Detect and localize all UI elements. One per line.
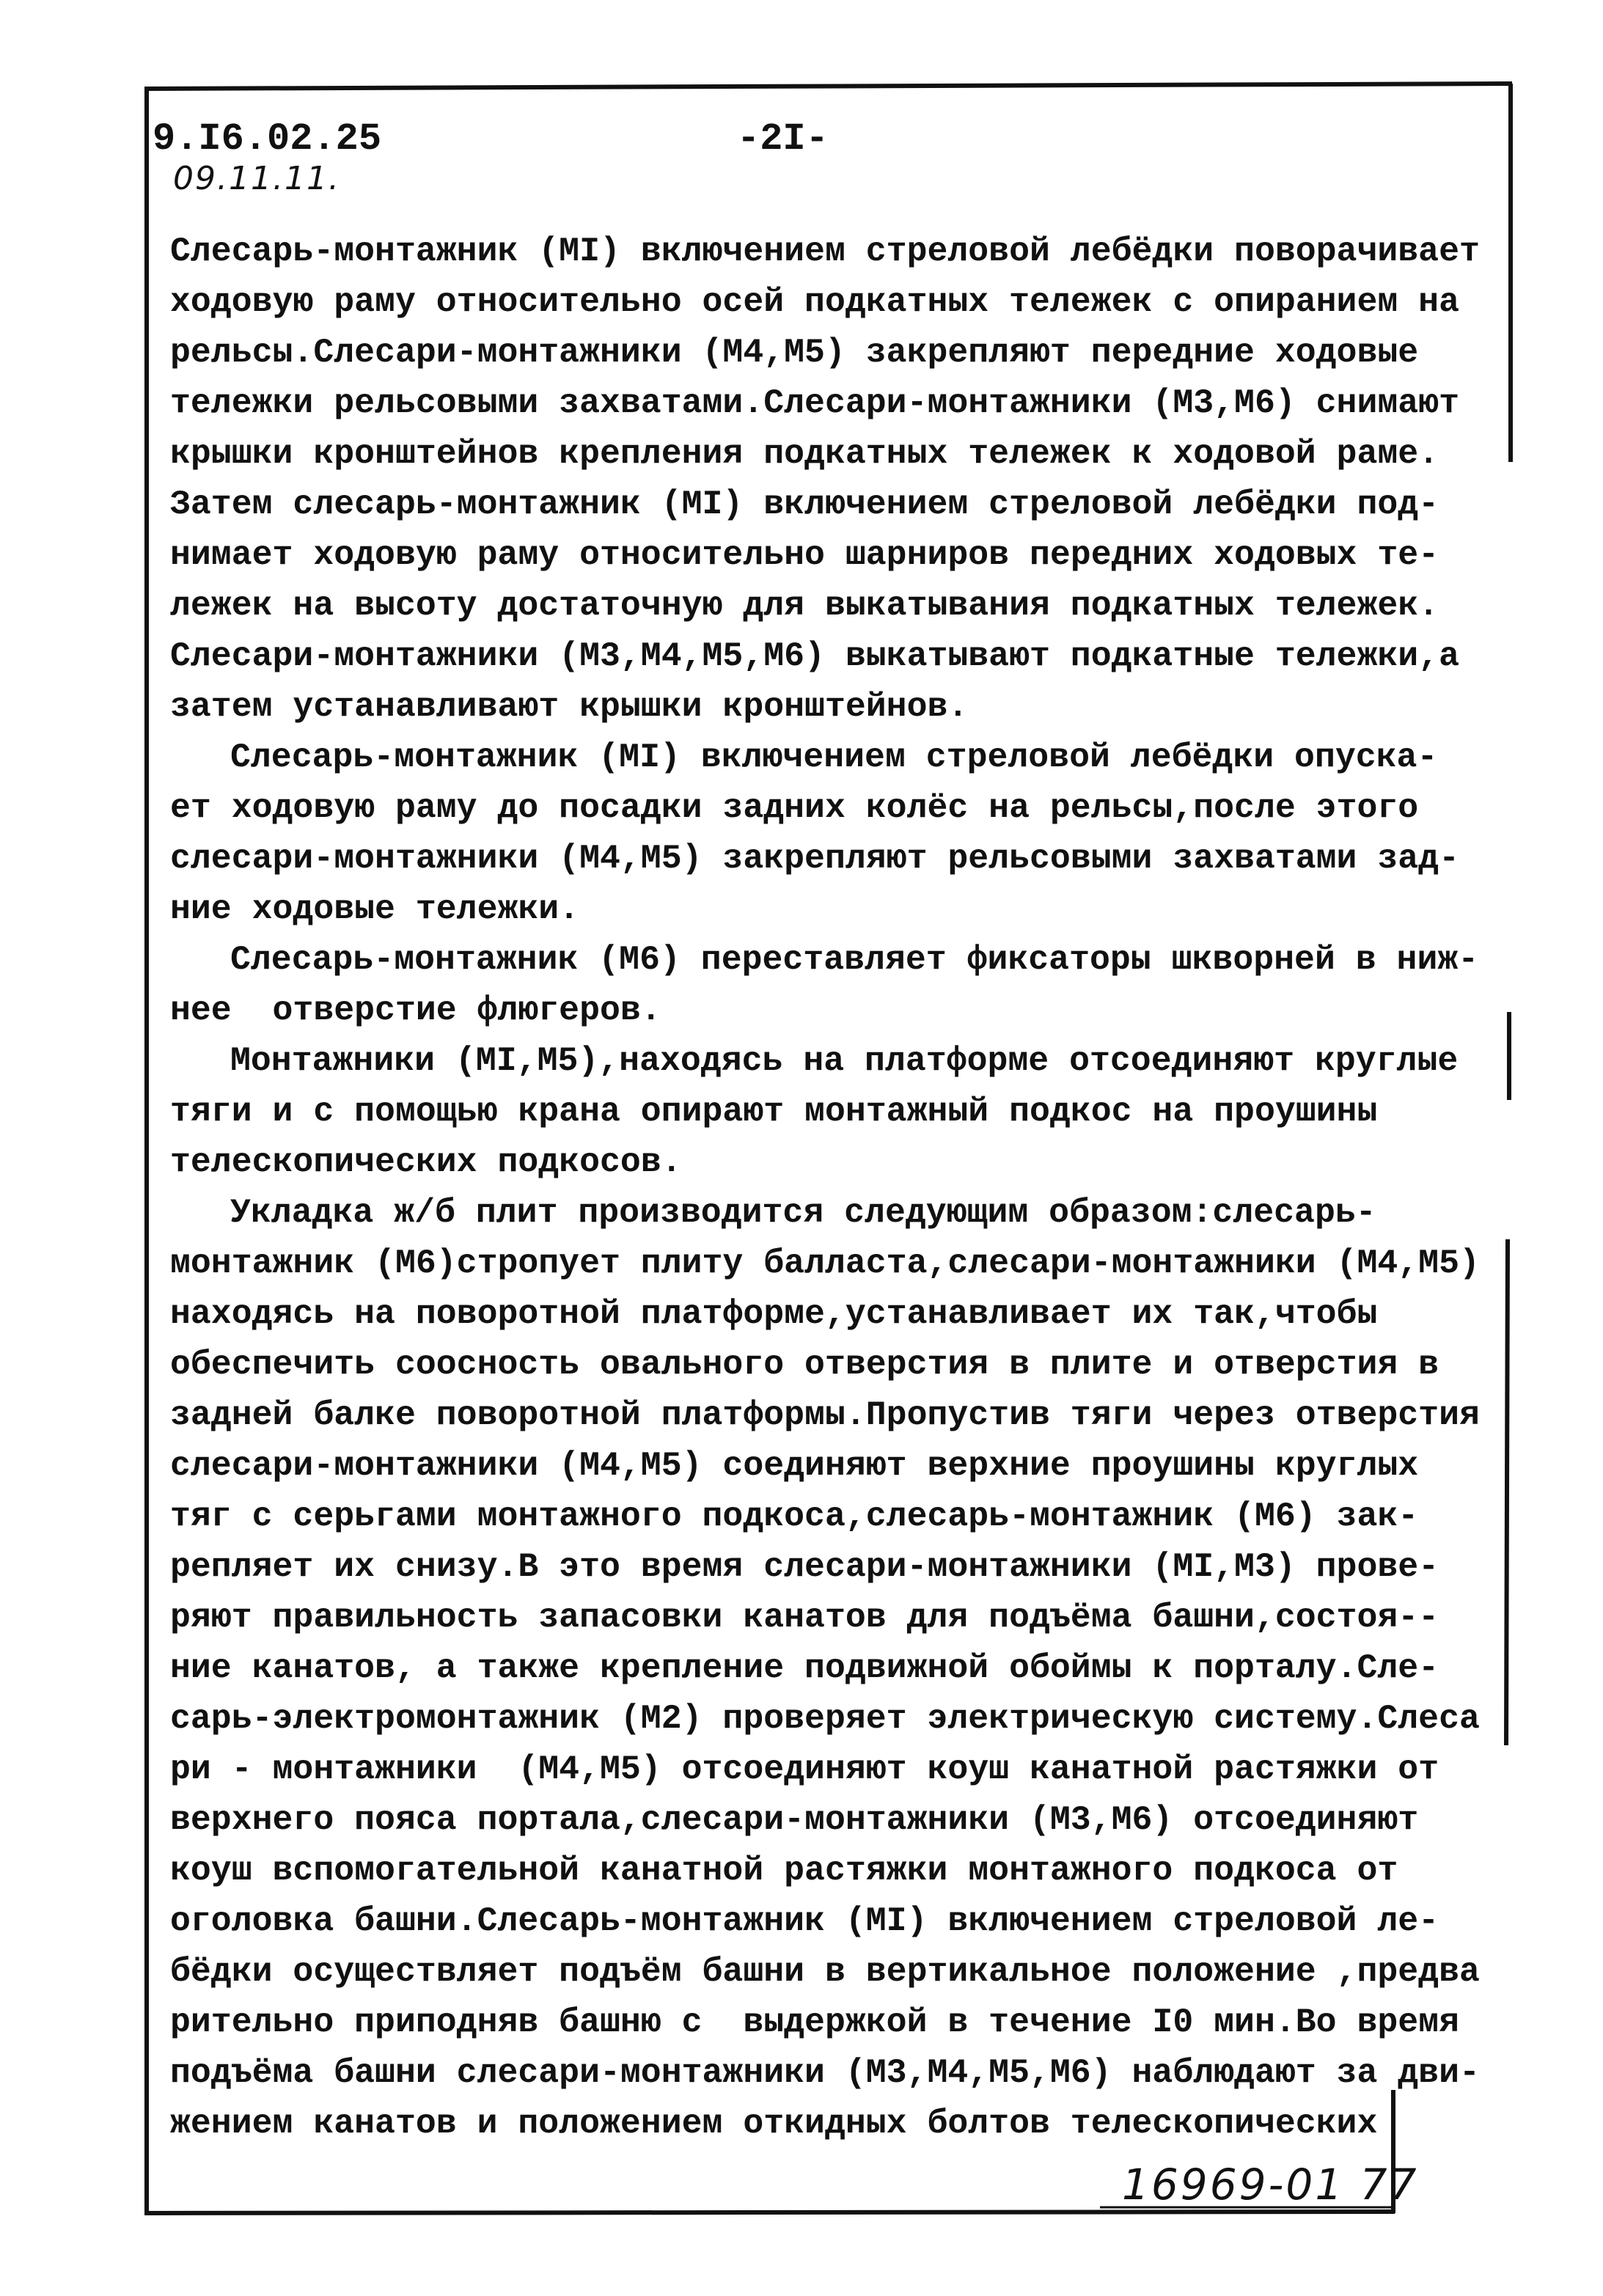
text-line: подъёма башни слесари-монтажники (М3,М4,М5,М6) наблюдают за дви- bbox=[170, 2053, 1480, 2092]
text-line: рительно приподняв башню с выдержкой в течение I0 мин.Во время bbox=[170, 2003, 1459, 2042]
text-line: тележки рельсовыми захватами.Слесари-монтажники (М3,М6) снимают bbox=[170, 384, 1459, 422]
text-line: монтажник (М6)стропует плиту балласта,слесари-монтажники (М4,М5) bbox=[170, 1244, 1480, 1283]
text-line: крышки кронштейнов крепления подкатных тележек к ходовой раме. bbox=[170, 434, 1439, 473]
text-line: Слесарь-монтажник (М6) переставляет фиксаторы шкворней в ниж- bbox=[230, 940, 1479, 979]
frame-top-line bbox=[146, 84, 1512, 89]
text-line: Затем слесарь-монтажник (МI) включением стреловой лебёдки под- bbox=[170, 485, 1439, 524]
frame-right-line-lower bbox=[1506, 1239, 1508, 1745]
text-line: нимает ходовую раму относительно шарниров передних ходовых те- bbox=[170, 535, 1439, 574]
text-line: Укладка ж/б плит производится следующим образом:слесарь- bbox=[230, 1193, 1376, 1232]
text-line: Слесарь-монтажник (МI) включением стреловой лебёдки опуска- bbox=[230, 738, 1438, 777]
text-line: жением канатов и положением откидных болтов телескопических bbox=[170, 2104, 1378, 2143]
text-line: сарь-электромонтажник (М2) проверяет электрическую систему.Слеса bbox=[170, 1699, 1480, 1738]
text-line: ходовую раму относительно осей подкатных тележек с опиранием на bbox=[170, 282, 1459, 321]
text-line: обеспечить соосность овального отверстия в плите и отверстия в bbox=[170, 1345, 1439, 1384]
text-line: рельсы.Слесари-монтажники (М4,М5) закрепляют передние ходовые bbox=[170, 333, 1419, 372]
text-line: Монтажники (МI,М5),находясь на платформе отсоединяют круглые bbox=[230, 1041, 1459, 1080]
page-number: -2I- bbox=[737, 117, 829, 161]
text-line: лежек на высоту достаточную для выкатывания подкатных тележек. bbox=[170, 586, 1439, 625]
text-line: Слесари-монтажники (М3,М4,М5,М6) выкатывают подкатные тележки,а bbox=[170, 637, 1459, 675]
handwritten-date: 09.11.11. bbox=[173, 160, 340, 197]
text-line: ри - монтажники (М4,М5) отсоединяют коуш канатной растяжки от bbox=[170, 1750, 1439, 1789]
text-line: оголовка башни.Слесарь-монтажник (МI) включением стреловой ле- bbox=[170, 1901, 1439, 1940]
text-line: затем устанавливают крышки кронштейнов. bbox=[170, 687, 969, 726]
text-line: коуш вспомогательной канатной растяжки монтажного подкоса от bbox=[170, 1851, 1398, 1890]
text-line: задней балке поворотной платформы.Пропустив тяги через отверстия bbox=[170, 1395, 1480, 1434]
text-line: ние канатов, а также крепление подвижной обоймы к порталу.Сле- bbox=[170, 1648, 1439, 1687]
text-line: бёдки осуществляет подъём башни в вертикальное положение ,предва bbox=[170, 1952, 1480, 1991]
text-line: Слесарь-монтажник (МI) включением стреловой лебёдки поворачивает bbox=[170, 232, 1480, 271]
text-line: ет ходовую раму до посадки задних колёс на рельсы,после этого bbox=[170, 788, 1419, 827]
text-line: слесари-монтажники (М4,М5) соединяют верхние проушины круглых bbox=[170, 1446, 1419, 1485]
text-line: ние ходовые тележки. bbox=[170, 890, 580, 928]
handwritten-inventory-number: 16969-01 77 bbox=[1122, 2160, 1419, 2209]
text-line: тяги и с помощью крана опирают монтажный подкос на проушины bbox=[170, 1092, 1378, 1131]
frame-bottom-line bbox=[144, 2212, 1395, 2213]
text-line: тяг с серьгами монтажного подкоса,слесарь-монтажник (М6) зак- bbox=[170, 1497, 1419, 1536]
text-line: нее отверстие флюгеров. bbox=[170, 991, 661, 1030]
text-line: телескопических подкосов. bbox=[170, 1143, 682, 1181]
text-line: репляет их снизу.В это время слесари-монтажники (МI,М3) прове- bbox=[170, 1547, 1439, 1586]
document-code: 9.I6.02.25 bbox=[153, 117, 382, 161]
text-line: слесари-монтажники (М4,М5) закрепляют рельсовыми захватами зад- bbox=[170, 839, 1459, 878]
text-line: находясь на поворотной платформе,устанавливает их так,чтобы bbox=[170, 1294, 1378, 1333]
text-line: ряют правильность запасовки канатов для подъёма башни,состоя-- bbox=[170, 1598, 1439, 1637]
text-line: верхнего пояса портала,слесари-монтажники (М3,М6) отсоединяют bbox=[170, 1800, 1419, 1839]
